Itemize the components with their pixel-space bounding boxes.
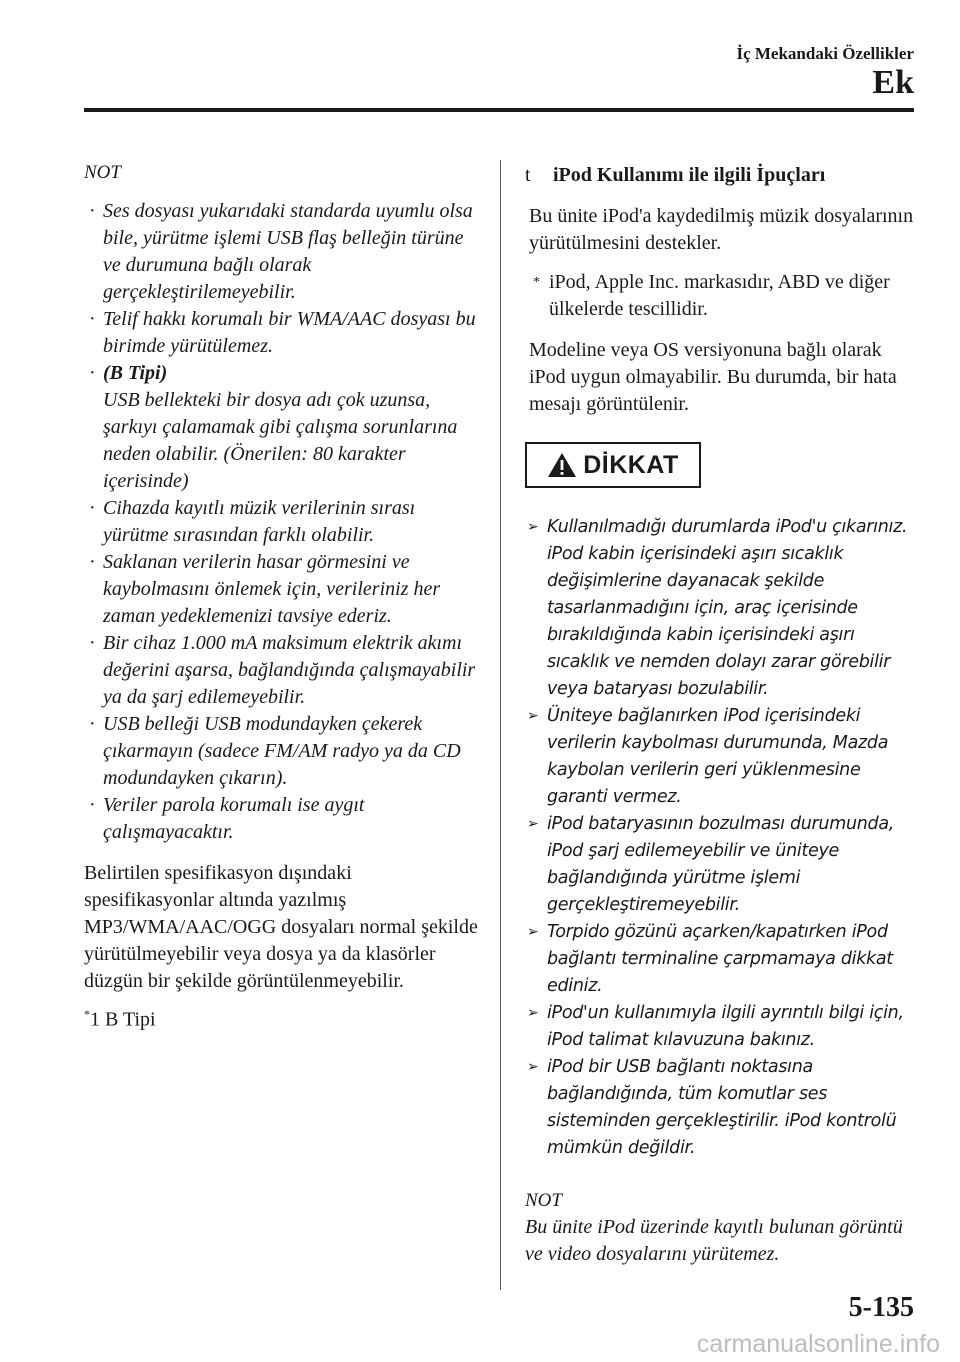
bullet-dot-icon: · (89, 308, 96, 330)
section-marker: t (525, 164, 531, 186)
asterisk: * (533, 275, 540, 290)
note-bullet: · Saklanan verilerin hasar görmesini ve kaybolmasını önlemek için, verileriniz her zaman yedeklemenizi tavsiye ederiz. (89, 551, 441, 627)
note-bullet: · (B Tipi) USB bellekteki bir dosya adı çok uzunsa, şarkıyı çalamamak gibi çalışma sorunlarına neden olabilir. (Önerilen: 80 karakter içerisinde) (84, 360, 479, 495)
caution-list (525, 514, 917, 1162)
arrow-right-icon: ➢ (527, 1005, 539, 1021)
note-heading: NOT (84, 162, 121, 183)
footnote (84, 1001, 479, 1034)
caution-item: ➢ Üniteye bağlanırken iPod içerisindeki verilerin kaybolması durumunda, Mazda kaybolan verilerin geri yüklenmesine garanti vermez. (525, 703, 917, 811)
ipod-intro: Bu ünite iPod'a kaydedilmiş müzik dosyalarının yürütülmesini destekler. (529, 205, 914, 254)
note-bullet: · Veriler parola korumalı ise aygıt çalışmayacaktır. (89, 794, 365, 843)
note-bullet-list (84, 198, 479, 846)
column-divider (500, 160, 501, 1290)
bullet-dot-icon: · (89, 362, 96, 384)
bullet-bold-label: (B Tipi) (103, 362, 168, 384)
caution-item: ➢ Torpido gözünü açarken/kapatırken iPod bağlantı terminaline çarpmamaya dikkat ediniz. (525, 919, 917, 1000)
caution-item: ➢ iPod'un kullanımıyla ilgili ayrıntılı bilgi için, iPod talimat kılavuzuna bakınız. (525, 1000, 917, 1054)
chapter-subtitle: İç Mekandaki Özellikler (736, 44, 914, 63)
section-heading: t iPod Kullanımı ile ilgili İpuçları (525, 162, 917, 189)
watermark: carmanualsonline.info (696, 1330, 940, 1358)
bullet-dot-icon: · (89, 200, 96, 222)
arrow-right-icon: ➢ (527, 816, 539, 832)
bullet-dot-icon: · (89, 713, 96, 735)
note-text: Bu ünite iPod üzerinde kayıtlı bulunan görüntü ve video dosyalarını yürütemez. (525, 1216, 903, 1265)
caution-label: DİKKAT (583, 450, 679, 479)
arrow-right-icon: ➢ (527, 924, 539, 940)
caution-item: ➢ Kullanılmadığı durumlarda iPod'u çıkarınız. iPod kabin içerisindeki aşırı sıcaklık değişimlerine dayanacak şekilde tasarlanmadığını için, araç içerisinde bırakıldığında kabin içerisindeki aşırı sıcaklık ve nemden dolayı zarar görebilir veya bataryası bozulabilir. (525, 514, 917, 703)
ipod-note (525, 1190, 917, 1268)
footnote-text: 1 B Tipi (90, 1008, 156, 1031)
left-column (84, 162, 479, 1034)
note-bullet: · Bir cihaz 1.000 mA maksimum elektrik akımı değerini aşarsa, bağlandığında çalışmayabilir ya da şarj edilemeyebilir. (89, 632, 476, 708)
chapter-title: Ek (872, 64, 914, 101)
bullet-dot-icon: · (89, 551, 96, 573)
note-bullet: · Ses dosyası yukarıdaki standarda uyumlu olsa bile, yürütme işlemi USB flaş belleğin türüne ve durumuna bağlı olarak gerçekleştirilemeyebilir. (89, 200, 473, 303)
arrow-right-icon: ➢ (527, 519, 539, 535)
warning-triangle-icon (547, 452, 577, 478)
compat-paragraph: Modeline veya OS versiyonuna bağlı olarak iPod uygun olmayabilir. Bu durumda, bir hata mesajı görüntülenir. (529, 339, 897, 415)
note-bullet: · USB belleği USB modundayken çekerek çıkarmayın (sadece FM/AM radyo ya da CD modundayken çıkarın). (89, 713, 461, 789)
bullet-dot-icon: · (89, 632, 96, 654)
spec-paragraph: Belirtilen spesifikasyon dışındaki spesifikasyonlar altında yazılmış MP3/WMA/AAC/OGG dosyaları normal şekilde yürütülmeyebilir veya dosya ya da klasörler düzgün bir şekilde görüntülenmeyebilir. (84, 862, 478, 992)
page-number: 5-135 (848, 1292, 914, 1323)
bullet-dot-icon: · (89, 794, 96, 816)
note-bullet: · Cihazda kayıtlı müzik verilerinin sırası yürütme sırasından farklı olabilir. (89, 497, 416, 546)
note-heading: NOT (525, 1190, 562, 1211)
bullet-dot-icon: · (89, 497, 96, 519)
header-divider (84, 108, 914, 112)
note-bullet: · Telif hakkı korumalı bir WMA/AAC dosyası bu birimde yürütülemez. (89, 308, 476, 357)
caution-item: ➢ iPod bir USB bağlantı noktasına bağlandığında, tüm komutlar ses sisteminden gerçekleştirilir. iPod kontrolü mümkün değildir. (525, 1054, 917, 1162)
arrow-right-icon: ➢ (527, 708, 539, 724)
caution-label-box (525, 442, 701, 488)
arrow-right-icon: ➢ (527, 1059, 539, 1075)
right-column (525, 162, 917, 1268)
caution-item: ➢ iPod bataryasının bozulması durumunda, iPod şarj edilemeyebilir ve üniteye bağlandığında yürütme işlemi gerçekleştiremeyebilir. (525, 811, 917, 919)
trademark-note: * iPod, Apple Inc. markasıdır, ABD ve diğer ülkelerde tescillidir. (533, 271, 890, 320)
footnote-mark: * (84, 1007, 90, 1021)
